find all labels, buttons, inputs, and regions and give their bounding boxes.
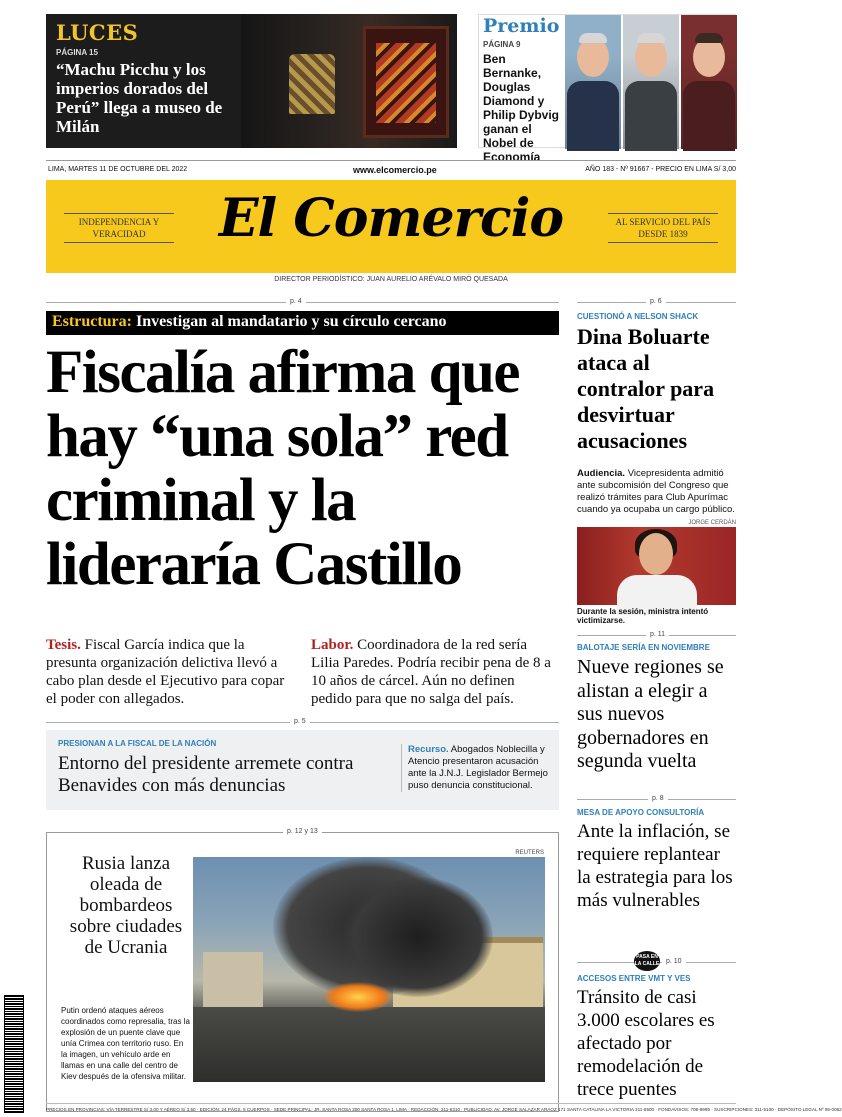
director-credit: DIRECTOR PERIODÍSTICO: JUAN AURELIO ARÉVALO MIRÓ QUESADA [274,276,508,283]
portrait-dybvig [681,15,737,149]
boluarte-headline[interactable]: Dina Boluarte ataca al contralor para desvirtuar acusaciones [577,324,715,453]
motto-left: INDEPENDENCIA Y VERACIDAD [64,213,174,243]
masthead [46,180,736,273]
boluarte-kicker: CUESTIONÓ A NELSON SHACK [577,312,699,321]
main-page-ref: p. 4 [286,298,306,305]
luces-section-label: LUCES [56,20,139,45]
kyiv-attack-photo [193,857,545,1082]
website-link[interactable]: www.elcomercio.pe [353,165,437,175]
premio-section-label: Premio [483,15,560,37]
nueve-headline[interactable]: Nueve regiones se alistan a elegir a sus nuevos gobernadores en segunda vuelta [577,656,724,772]
russia-page-ref: p. 12 y 13 [283,828,322,835]
boluarte-page-ref: p. 6 [646,298,666,305]
boluarte-caption: Durante la sesión, ministra intentó victimizarse. [577,607,709,625]
sub-right-label: Labor. [311,637,354,653]
nueve-kicker: BALOTAJE SERÍA EN NOVIEMBRE [577,643,710,652]
sub-right-text: Coordinadora de la red sería Lilia Paredes. Podría recibir pena de 8 a 10 años de cárcel. Aún no definen pedido para que no salga del país. [311,637,551,707]
main-kicker [46,311,559,335]
transito-headline[interactable]: Tránsito de casi 3.000 escolares es afectado por remodelación de trece puentes [577,987,715,1100]
russia-caption: Putin ordenó ataques aéreos coordinados como represalia, tras la explosión de un puente clave que unía Crimea con territorio ruso. En la imagen, un vehículo arde en llamas en una calle del centro de Kiev después de la ofensiva militar. [61,1006,190,1081]
main-headline[interactable]: Fiscalía afirma que hay “una sola” red criminal y la lideraría Castillo [46,339,519,598]
boluarte-photo-credit: JORGE CERDÁN [688,520,736,526]
luces-page-ref: PÁGINA 15 [56,48,98,57]
benavides-page-ref: p. 5 [290,718,310,725]
transito-kicker: ACCESOS ENTRE VMT Y VES [577,974,691,983]
portrait-bernanke [565,15,621,149]
nueve-page-ref: p. 11 [646,631,669,638]
barcode [4,995,24,1113]
textile-artifact [363,26,449,138]
luces-museum-photo [241,14,457,148]
sub-left-text: Fiscal García indica que la presunta organización delictiva llevó a cabo plan desde el Ejecutivo para copar el poder con allegados. [46,637,285,707]
newspaper-logo[interactable]: El Comercio [218,188,564,249]
burning-vehicle [323,982,393,1012]
main-kicker-label: Estructura: [52,313,132,330]
sub-left-label: Tesis. [46,637,81,653]
luces-headline[interactable]: “Machu Picchu y los imperios dorados del Perú” llega a museo de Milán [56,60,223,136]
edition-date: LIMA, MARTES 11 DE OCTUBRE DEL 2022 [48,166,188,173]
benavides-side-text: Abogados Noblecilla y Atencio presentaron acusación ante la J.N.J. Legislador Bermejo puso denuncia constitucional. [408,744,548,791]
edition-price: AÑO 183 - Nº 91667 - PRECIO EN LIMA S/ 3,00 [585,166,736,173]
boluarte-photo [577,527,736,605]
boluarte-text-label: Audiencia. [577,468,626,479]
premio-headline[interactable]: Ben Bernanke, Douglas Diamond y Philip Dybvig ganan el Nobel de Economía [483,52,560,164]
teaser-premio[interactable] [478,14,736,164]
benavides-side-label: Recurso. [408,744,449,755]
boluarte-text-body: Vicepresidenta admitió ante subcomisión del Congreso que realizó trámites para Club Apurímac cuando ya ocupaba un cargo público. [577,468,735,515]
teaser-luces[interactable] [46,14,457,148]
motto-right: AL SERVICIO DEL PAÍS DESDE 1839 [608,213,718,243]
benavides-kicker: PRESIONAN A LA FISCAL DE LA NACIÓN [58,739,217,748]
pasa-en-la-calle-badge: PASA EN LA CALLE [634,951,660,971]
russia-story-box[interactable] [46,828,559,1112]
russia-headline[interactable]: Rusia lanza oleada de bombardeos sobre ciudades de Ucrania [69,853,183,958]
main-kicker-text: Investigan al mandatario y su círculo cercano [135,313,447,330]
dateline-bar [46,160,736,181]
footer-info: PRECIOS EN PROVINCIAS: VÍA TERRESTRE S/ 3,00 Y AÉREO S/ 3,50 · EDICIÓN: 24 PÁGS. 5 CUERPOS · SEDE PRINCIPAL: JR. SANTA ROSA 300 SANTA ROSA 1, LIMA · REDACCIÓN: 311-6310 · PUBLICIDAD: AV. JORGE SALAZAR ARAOZ 171 SANTA CATALINA LA VICTORIA 311-6500 · FONDAVISOS: 708-9999 · SUSCRIPCIONES: 311-5100 · DEPÓSITO LEGAL Nº 95-0052 [46,1103,736,1115]
inflacion-headline[interactable]: Ante la inflación, se requiere replantear la estrategia para los más vulnerables [577,821,733,911]
inflacion-kicker: MESA DE APOYO CONSULTORÍA [577,808,705,817]
benavides-headline[interactable]: Entorno del presidente arremete contra Benavides con más denuncias [58,753,354,796]
boluarte-text [577,468,736,516]
benavides-side-note [401,744,551,792]
main-sub-right [311,636,556,708]
russia-photo-credit: REUTERS [515,850,544,856]
inflacion-page-ref: p. 8 [648,795,668,802]
transito-page-ref: p. 10 [662,958,686,965]
main-sub-left [46,636,291,708]
portrait-diamond [623,15,679,149]
gold-tunic-artifact [289,54,335,114]
benavides-box[interactable] [46,730,559,810]
premio-page-ref: PÁGINA 9 [483,40,521,49]
